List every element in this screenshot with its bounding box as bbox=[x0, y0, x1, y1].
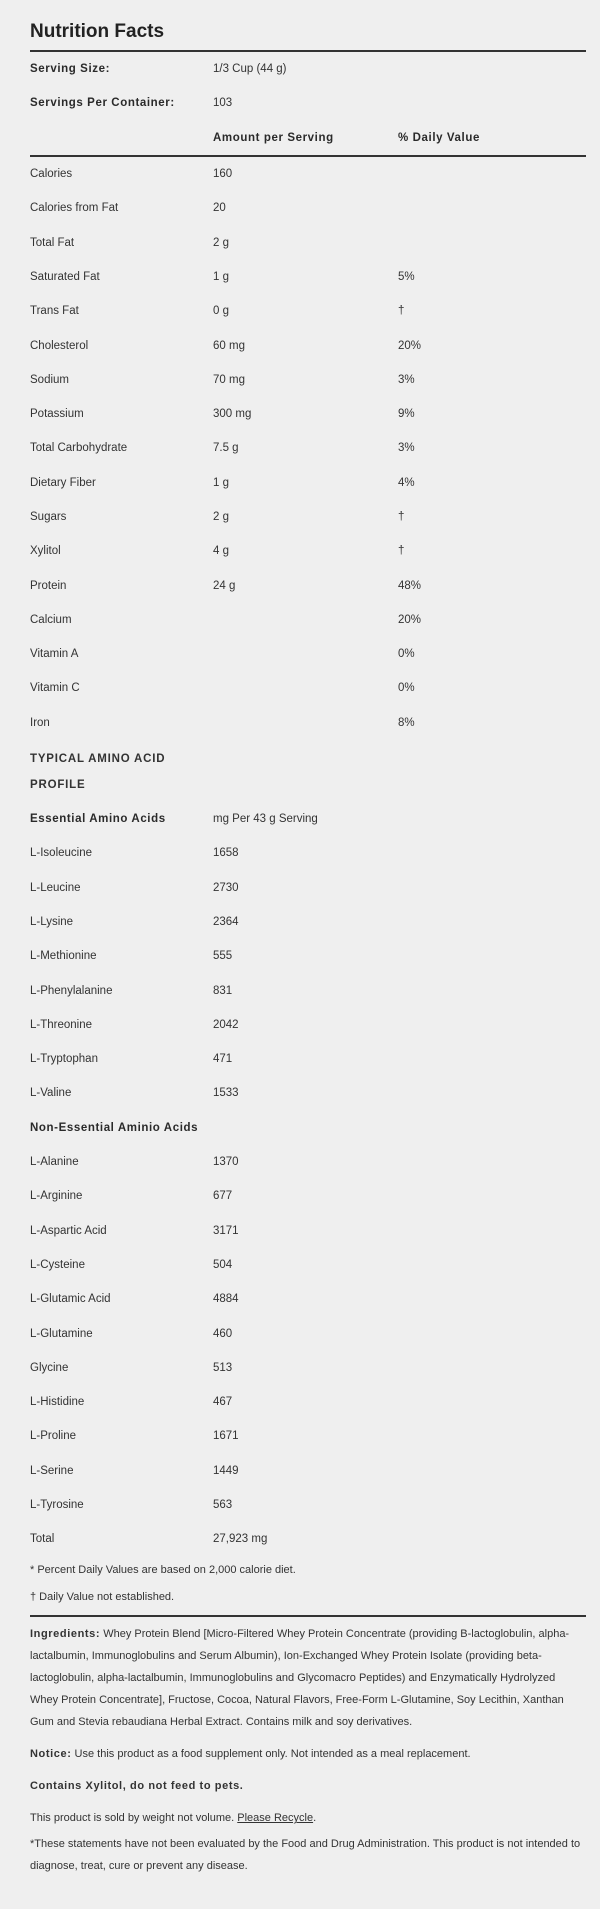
nutrient-daily-value: 3% bbox=[398, 442, 415, 455]
amino-acid-profile-heading: TYPICAL AMINO ACID PROFILE bbox=[30, 752, 166, 791]
nutrient-row bbox=[30, 466, 586, 500]
amino-acid-value: 467 bbox=[213, 1396, 233, 1409]
nutrient-daily-value: 0% bbox=[398, 682, 415, 695]
amino-acid-row bbox=[30, 1316, 586, 1350]
amino-acid-value: 460 bbox=[213, 1327, 233, 1340]
nutrient-name: Xylitol bbox=[30, 545, 61, 558]
amino-acid-value: 4884 bbox=[213, 1293, 239, 1306]
nutrient-amount: 20 bbox=[213, 202, 226, 215]
weight-note-paragraph: This product is sold by weight not volume. Please Recycle. bbox=[30, 1812, 317, 1825]
nutrient-row bbox=[30, 534, 586, 568]
nutrient-name: Sugars bbox=[30, 511, 67, 523]
servings-per-container-row bbox=[30, 86, 586, 120]
nutrient-row bbox=[30, 191, 586, 225]
nutrient-daily-value: 5% bbox=[398, 270, 415, 283]
nutrient-row bbox=[30, 603, 586, 637]
nutrient-name: Iron bbox=[30, 716, 50, 729]
nutrient-name: Total Carbohydrate bbox=[30, 442, 128, 455]
nutrient-name: Potassium bbox=[30, 408, 84, 421]
nutrient-amount: 4 g bbox=[213, 545, 229, 558]
amount-per-serving-header: Amount per Serving bbox=[213, 131, 334, 144]
nutrient-amount: 7.5 g bbox=[213, 442, 239, 455]
percent-dv-footnote: * Percent Daily Values are based on 2,000 calorie diet. bbox=[30, 1563, 296, 1576]
amino-acid-name: L-Threonine bbox=[30, 1018, 93, 1031]
amino-acid-row bbox=[30, 1454, 586, 1488]
essential-amino-list bbox=[30, 836, 586, 1110]
nutrient-name: Protein bbox=[30, 579, 67, 592]
amino-acid-value: 555 bbox=[213, 950, 233, 963]
page-title: Nutrition Facts bbox=[30, 21, 165, 42]
amino-acid-name: L-Phenylalanine bbox=[30, 984, 113, 997]
amino-total-label: Total bbox=[30, 1533, 55, 1546]
amino-acid-name: L-Alanine bbox=[30, 1156, 79, 1169]
amino-acid-name: L-Aspartic Acid bbox=[30, 1224, 107, 1237]
amino-acid-name: L-Lysine bbox=[30, 915, 74, 928]
amino-acid-name: L-Methionine bbox=[30, 950, 97, 963]
nutrient-row bbox=[30, 671, 586, 705]
nutrient-daily-value: 20% bbox=[398, 613, 422, 626]
amino-acid-value: 2364 bbox=[213, 915, 239, 928]
nutrient-amount: 24 g bbox=[213, 579, 236, 592]
amino-acid-value: 3171 bbox=[213, 1224, 239, 1237]
amino-acid-value: 1533 bbox=[213, 1087, 239, 1100]
amino-acid-row bbox=[30, 939, 586, 973]
nutrient-name: Vitamin C bbox=[30, 682, 80, 695]
nutrients-list bbox=[30, 157, 586, 740]
amino-acid-name: L-Proline bbox=[30, 1430, 77, 1443]
amino-acid-value: 563 bbox=[213, 1499, 233, 1512]
nutrient-row bbox=[30, 260, 586, 294]
amino-acid-name: L-Serine bbox=[30, 1464, 74, 1477]
amino-acid-name: L-Tryptophan bbox=[30, 1053, 98, 1066]
daily-value-header: % Daily Value bbox=[398, 131, 480, 144]
weight-note-text: This product is sold by weight not volume. bbox=[30, 1812, 238, 1825]
serving-size-row bbox=[30, 52, 586, 86]
nutrient-name: Calories from Fat bbox=[30, 202, 119, 215]
nutrient-name: Dietary Fiber bbox=[30, 476, 96, 489]
dagger-footnote: † Daily Value not established. bbox=[30, 1590, 175, 1603]
nutrient-daily-value: 0% bbox=[398, 648, 415, 661]
amino-acid-row bbox=[30, 1214, 586, 1248]
amino-total-value: 27,923 mg bbox=[213, 1533, 268, 1546]
amino-acid-row bbox=[30, 1179, 586, 1213]
ingredients-text: Whey Protein Blend [Micro-Filtered Whey Protein Concentrate (providing B-lactoglobulin, alpha-lactalbumin, Immunoglobulins and Serum Albumin), Ion-Exchanged Whey Protein Isolate (providing beta-lactoglobulin, alpha-lactalbumin, Immunoglobulins and Glycomacro Peptides) and Enzymatically Hydrolyzed Whey Protein Concentrate], Fructose, Cocoa, Natural Flavors, Free-Form L-Glutamine, Soy Lecithin, Xanthan Gum and Stevia rebaudiana Herbal Extract. Contains milk and soy derivatives. bbox=[30, 1628, 570, 1729]
nutrient-row bbox=[30, 294, 586, 328]
amino-acid-row bbox=[30, 1248, 586, 1282]
amino-acid-row bbox=[30, 1488, 586, 1522]
nutrient-row bbox=[30, 397, 586, 431]
nutrient-amount: 300 mg bbox=[213, 408, 252, 421]
amino-acid-row bbox=[30, 871, 586, 905]
amino-acid-value: 471 bbox=[213, 1053, 233, 1066]
amino-acid-name: L-Cysteine bbox=[30, 1258, 85, 1271]
nutrient-row bbox=[30, 637, 586, 671]
amino-acid-name: L-Arginine bbox=[30, 1190, 83, 1203]
amino-acid-row bbox=[30, 1282, 586, 1316]
amino-acid-name: L-Histidine bbox=[30, 1396, 85, 1409]
servings-per-container-value: 103 bbox=[213, 97, 233, 110]
nutrient-row bbox=[30, 568, 586, 602]
nutrient-row bbox=[30, 706, 586, 740]
notice-text: Use this product as a food supplement only. Not intended as a meal replacement. bbox=[71, 1748, 471, 1761]
nutrient-daily-value: 20% bbox=[398, 339, 422, 352]
nutrient-name: Calcium bbox=[30, 613, 72, 626]
nutrient-name: Saturated Fat bbox=[30, 270, 100, 283]
nutrient-amount: 60 mg bbox=[213, 339, 245, 352]
nutrient-amount: 1 g bbox=[213, 476, 229, 489]
amino-acid-name: L-Tyrosine bbox=[30, 1499, 84, 1512]
nutrient-amount: 1 g bbox=[213, 270, 229, 283]
amino-total-row bbox=[30, 1522, 586, 1556]
please-recycle-link[interactable]: Please Recycle bbox=[237, 1812, 314, 1825]
notice-paragraph bbox=[30, 1743, 586, 1765]
nutrient-amount: 160 bbox=[213, 168, 233, 181]
amino-acid-row bbox=[30, 905, 586, 939]
nutrient-daily-value: 9% bbox=[398, 408, 415, 421]
column-header-row bbox=[30, 121, 586, 155]
nutrient-name: Trans Fat bbox=[30, 305, 79, 318]
nutrient-amount: 2 g bbox=[213, 236, 229, 249]
amino-acid-name: L-Leucine bbox=[30, 881, 81, 894]
amino-acid-row bbox=[30, 1008, 586, 1042]
nutrient-daily-value: 4% bbox=[398, 476, 415, 489]
nutrient-row bbox=[30, 225, 586, 259]
essential-amino-label: Essential Amino Acids bbox=[30, 813, 166, 826]
nutrient-name: Sodium bbox=[30, 373, 69, 386]
serving-size-value: 1/3 Cup (44 g) bbox=[213, 63, 287, 76]
amino-acid-row bbox=[30, 1385, 586, 1419]
nutrient-name: Cholesterol bbox=[30, 339, 89, 352]
essential-amino-unit: mg Per 43 g Serving bbox=[213, 813, 318, 826]
nutrient-daily-value: † bbox=[398, 305, 405, 318]
amino-acid-row bbox=[30, 1076, 586, 1110]
nutrient-name: Vitamin A bbox=[30, 648, 79, 661]
nutrient-row bbox=[30, 363, 586, 397]
footer-divider bbox=[30, 1615, 586, 1617]
nutrient-name: Calories bbox=[30, 168, 73, 181]
serving-size-label: Serving Size: bbox=[30, 63, 111, 76]
amino-acid-name: L-Glutamic Acid bbox=[30, 1293, 111, 1306]
nutrient-amount: 70 mg bbox=[213, 373, 245, 386]
xylitol-warning: Contains Xylitol, do not feed to pets. bbox=[30, 1780, 244, 1793]
amino-acid-value: 504 bbox=[213, 1258, 233, 1271]
amino-acid-name: L-Glutamine bbox=[30, 1327, 93, 1340]
amino-acid-name: L-Isoleucine bbox=[30, 847, 93, 860]
amino-acid-row bbox=[30, 973, 586, 1007]
nonessential-amino-header-row bbox=[30, 1111, 586, 1145]
amino-acid-value: 1671 bbox=[213, 1430, 239, 1443]
amino-acid-value: 1449 bbox=[213, 1464, 239, 1477]
ingredients-paragraph bbox=[30, 1623, 586, 1733]
nutrient-row bbox=[30, 500, 586, 534]
amino-acid-value: 1658 bbox=[213, 847, 239, 860]
amino-acid-value: 677 bbox=[213, 1190, 233, 1203]
amino-acid-row bbox=[30, 1419, 586, 1453]
amino-acid-value: 831 bbox=[213, 984, 233, 997]
essential-amino-header-row bbox=[30, 802, 586, 836]
amino-acid-value: 1370 bbox=[213, 1156, 239, 1169]
nutrient-daily-value: † bbox=[398, 511, 405, 523]
amino-acid-value: 513 bbox=[213, 1361, 233, 1374]
nutrient-row bbox=[30, 157, 586, 191]
amino-acid-name: Glycine bbox=[30, 1361, 69, 1374]
fda-disclaimer: *These statements have not been evaluated by the Food and Drug Administration. This product is not intended to diagnose, treat, cure or prevent any disease. bbox=[30, 1838, 581, 1873]
nutrient-daily-value: 8% bbox=[398, 716, 415, 729]
servings-per-container-label: Servings Per Container: bbox=[30, 97, 175, 110]
amino-acid-value: 2730 bbox=[213, 881, 239, 894]
amino-acid-row bbox=[30, 1042, 586, 1076]
amino-acid-value: 2042 bbox=[213, 1018, 239, 1031]
nonessential-amino-list bbox=[30, 1145, 586, 1522]
amino-acid-row bbox=[30, 1145, 586, 1179]
nutrient-daily-value: 48% bbox=[398, 579, 422, 592]
nutrient-row bbox=[30, 328, 586, 362]
nonessential-amino-label: Non-Essential Aminio Acids bbox=[30, 1121, 199, 1134]
nutrient-daily-value: † bbox=[398, 545, 405, 558]
nutrient-amount: 0 g bbox=[213, 305, 229, 318]
nutrient-daily-value: 3% bbox=[398, 373, 415, 386]
nutrient-row bbox=[30, 431, 586, 465]
notice-label: Notice: bbox=[30, 1748, 72, 1761]
nutrient-name: Total Fat bbox=[30, 236, 75, 249]
ingredients-label: Ingredients: bbox=[30, 1628, 101, 1641]
amino-acid-name: L-Valine bbox=[30, 1087, 72, 1100]
nutrient-amount: 2 g bbox=[213, 511, 229, 523]
amino-acid-row bbox=[30, 836, 586, 870]
amino-acid-row bbox=[30, 1351, 586, 1385]
